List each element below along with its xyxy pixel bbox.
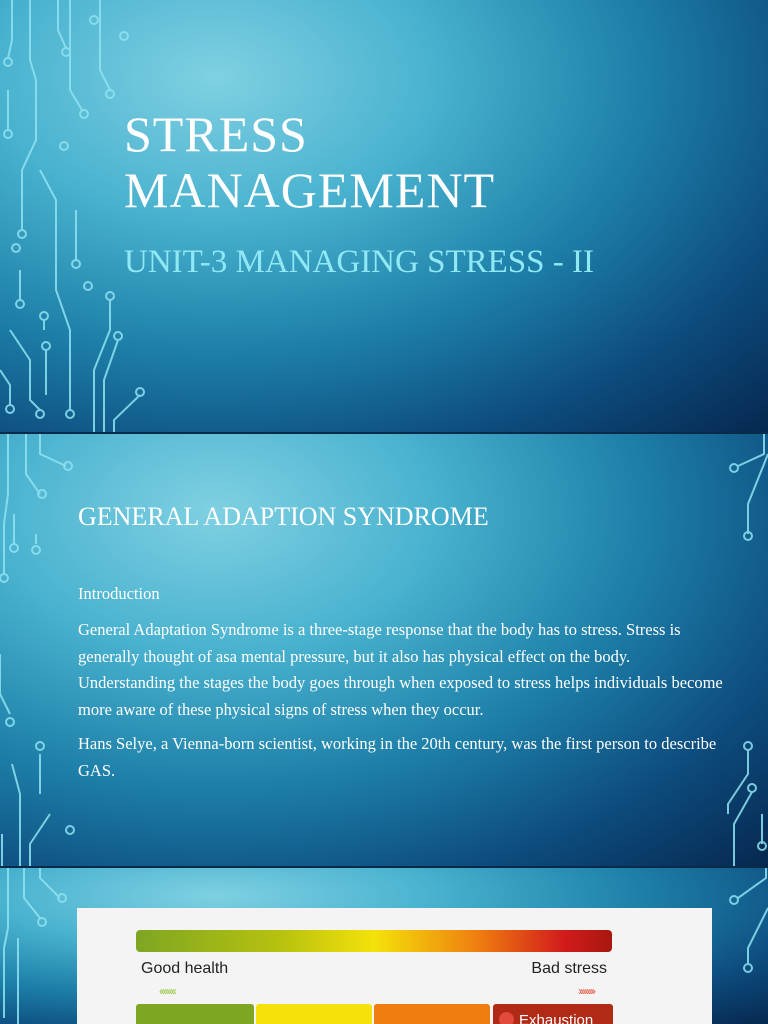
good-health-label: Good health: [141, 960, 229, 977]
stress-scale-figure: [77, 908, 712, 1024]
circuit-decoration-left: [0, 434, 80, 866]
left-arrow-icon: ‹‹‹‹‹‹‹‹: [159, 984, 175, 998]
stress-gradient-bar: [136, 930, 612, 952]
stage-1: [136, 1004, 254, 1024]
stage-4: [493, 1004, 613, 1024]
content-slide: [0, 434, 768, 866]
right-arrow-icon: ››››››››: [578, 984, 594, 998]
warning-icon: [499, 1012, 514, 1024]
body-text: [78, 617, 728, 792]
section-heading: GENERAL ADAPTION SYNDROME: [78, 502, 489, 531]
title-slide: [0, 0, 768, 432]
presentation-subtitle: UNIT-3 MANAGING STRESS - II: [124, 244, 594, 280]
circuit-decoration-left: [0, 868, 80, 1024]
paragraph: General Adaptation Syndrome is a three-stage response that the body has to stress. Stress is generally thought of asa mental pressure, but it also has physical effect on the body. Understanding the stages the body goes through when exposed to stress helps individuals become more aware of these physical signs of stress when they occur.: [78, 620, 723, 719]
stage-3: [374, 1004, 490, 1024]
presentation-title: STRESS MANAGEMENT: [124, 106, 496, 218]
circuit-decoration-right: [708, 868, 768, 1024]
intro-label: Introduction: [78, 584, 160, 603]
exhaustion-label: Exhaustion: [519, 1012, 594, 1024]
stage-2: [256, 1004, 372, 1024]
diagram-slide: [0, 868, 768, 1024]
bad-stress-label: Bad stress: [531, 960, 607, 977]
paragraph: Hans Selye, a Vienna-born scientist, working in the 20th century, was the first person to describe GAS.: [78, 734, 717, 780]
